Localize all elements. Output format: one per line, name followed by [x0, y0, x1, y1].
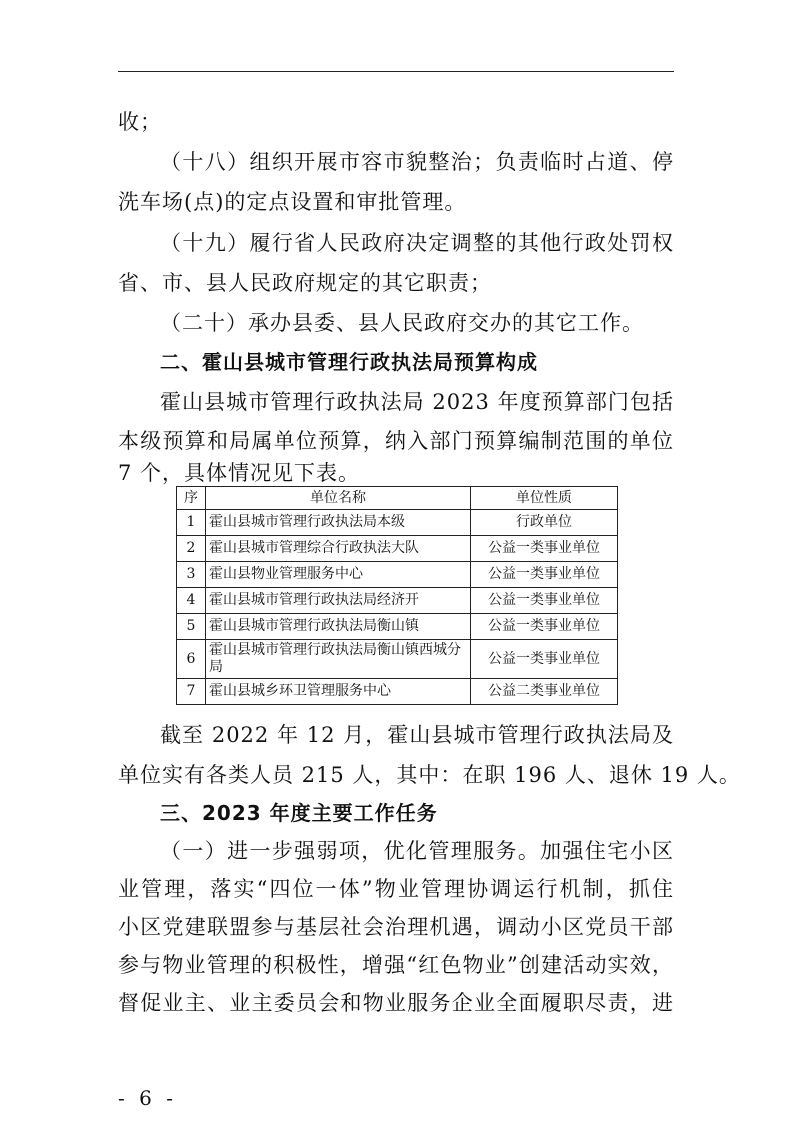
- unit-type: 公益一类事业单位: [471, 614, 618, 640]
- text-line: 7 个，具体情况见下表。: [118, 461, 361, 485]
- text-line: （一）进一步强弱项，优化管理服务。加强住宅小区: [160, 839, 674, 863]
- table-header-row: [177, 487, 618, 510]
- unit-table: [176, 486, 618, 705]
- column-header: 序: [177, 487, 206, 510]
- row-number: 4: [177, 588, 206, 614]
- unit-type: 公益二类事业单位: [471, 679, 618, 705]
- text-line: 参与物业管理的积极性，增强“红色物业”创建活动实效，: [118, 953, 674, 977]
- table-row: [177, 536, 618, 562]
- section-heading: 三、2023 年度主要工作任务: [160, 801, 438, 825]
- text-line: 洗车场(点)的定点设置和审批管理。: [118, 190, 467, 214]
- text-line: 省、市、县人民政府规定的其它职责；: [118, 271, 492, 295]
- column-header: 单位性质: [471, 487, 618, 510]
- unit-type: 行政单位: [471, 510, 618, 536]
- section-heading: 二、霍山县城市管理行政执法局预算构成: [160, 350, 538, 374]
- unit-name: 霍山县城市管理行政执法局衡山镇: [206, 614, 471, 640]
- text-line: （十八）组织开展市容市貌整治；负责临时占道、停: [160, 150, 674, 174]
- row-number: 3: [177, 562, 206, 588]
- row-number: 5: [177, 614, 206, 640]
- row-number: 2: [177, 536, 206, 562]
- row-number: 1: [177, 510, 206, 536]
- page-number: - 6 -: [118, 1086, 177, 1110]
- unit-name: 霍山县城乡环卫管理服务中心: [206, 679, 471, 705]
- text-line: （十九）履行省人民政府决定调整的其他行政处罚权: [160, 231, 674, 255]
- unit-name: 霍山县城市管理综合行政执法大队: [206, 536, 471, 562]
- text-line: 小区党建联盟参与基层社会治理机遇，调动小区党员干部: [118, 915, 674, 939]
- text-line: 霍山县城市管理行政执法局 2023 年度预算部门包括: [160, 390, 674, 414]
- table-row: [177, 640, 618, 679]
- header-rule: [118, 71, 674, 72]
- row-number: 6: [177, 640, 206, 679]
- text-line: 单位实有各类人员 215 人，其中：在职 196 人、退休 19 人。: [118, 763, 741, 787]
- unit-name: 霍山县城市管理行政执法局本级: [206, 510, 471, 536]
- unit-name: 霍山县城市管理行政执法局衡山镇西城分局: [206, 640, 471, 679]
- text-line: 收；: [118, 110, 162, 134]
- unit-type: 公益一类事业单位: [471, 536, 618, 562]
- unit-type: 公益一类事业单位: [471, 588, 618, 614]
- table-row: [177, 562, 618, 588]
- unit-name: 霍山县物业管理服务中心: [206, 562, 471, 588]
- column-header: 单位名称: [206, 487, 471, 510]
- table-row: [177, 588, 618, 614]
- row-number: 7: [177, 679, 206, 705]
- unit-type: 公益一类事业单位: [471, 562, 618, 588]
- text-line: 督促业主、业主委员会和物业服务企业全面履职尽责，进: [118, 991, 674, 1015]
- unit-type: 公益一类事业单位: [471, 640, 618, 679]
- table-row: [177, 510, 618, 536]
- text-line: 本级预算和局属单位预算，纳入部门预算编制范围的单位: [118, 429, 674, 453]
- text-line: 截至 2022 年 12 月，霍山县城市管理行政执法局及: [160, 723, 674, 747]
- table-row: [177, 614, 618, 640]
- table-row: [177, 679, 618, 705]
- text-line: 业管理，落实“四位一体”物业管理协调运行机制，抓住: [118, 877, 674, 901]
- text-line: （二十）承办县委、县人民政府交办的其它工作。: [160, 311, 644, 335]
- unit-name: 霍山县城市管理行政执法局经济开: [206, 588, 471, 614]
